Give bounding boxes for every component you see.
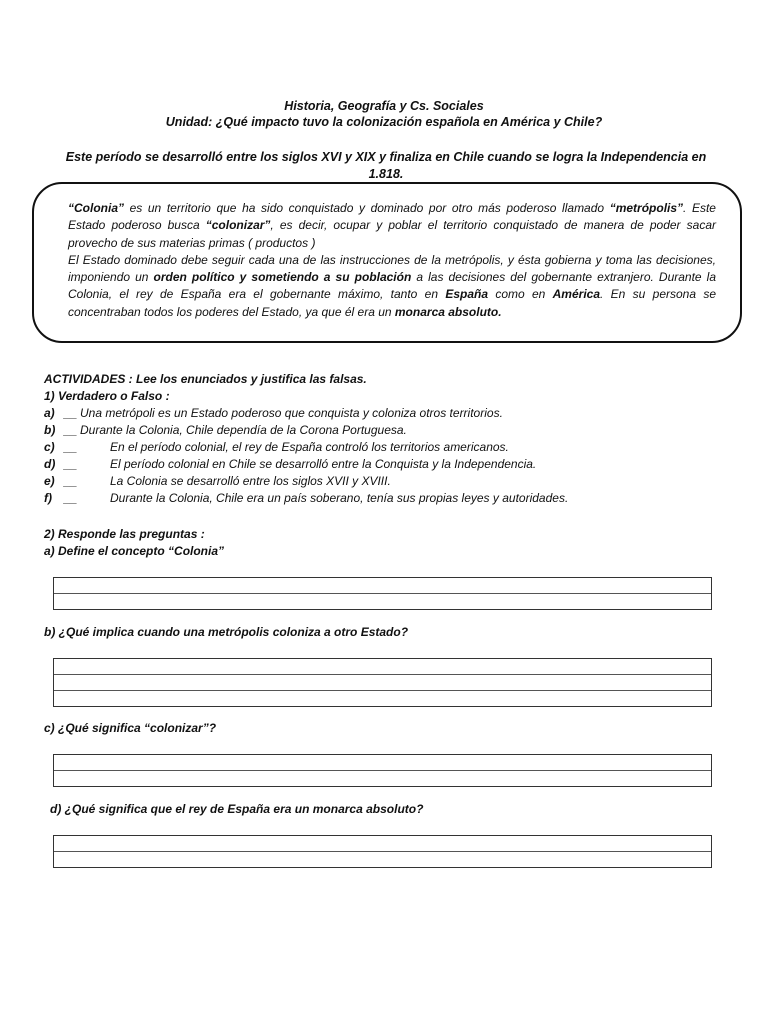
question-a: a) Define el concepto “Colonia” bbox=[44, 544, 225, 558]
text-span: es un territorio que ha sido conquistado y dominado por otro más poderoso llamado bbox=[124, 201, 610, 215]
tf-item-b bbox=[44, 423, 407, 437]
item-label: b) bbox=[44, 423, 56, 437]
tf-item-e bbox=[44, 474, 391, 488]
item-text: En el período colonial, el rey de España controló los territorios americanos. bbox=[110, 440, 509, 454]
item-text: La Colonia se desarrolló entre los siglos XVII y XVIII. bbox=[110, 474, 391, 488]
text-span: como en bbox=[488, 287, 553, 302]
item-label: a) bbox=[44, 406, 55, 420]
text-span: , es decir, ocupar y poblar el territorio conquistado de manera de poder sacar provecho de sus materias primas ( productos ) bbox=[68, 218, 716, 250]
term-colonia: “Colonia” bbox=[68, 201, 124, 215]
tf-item-c bbox=[44, 440, 509, 454]
item-label: c) bbox=[44, 440, 55, 454]
item-text: Durante la Colonia, Chile era un país soberano, tenía sus propias leyes y autoridades. bbox=[110, 491, 569, 505]
answer-lines-c[interactable] bbox=[53, 754, 712, 787]
item-text: Una metrópoli es un Estado poderoso que conquista y coloniza otros territorios. bbox=[80, 406, 503, 420]
definition-text bbox=[68, 200, 716, 321]
answer-blank[interactable]: __ bbox=[64, 423, 78, 437]
tf-item-a bbox=[44, 406, 503, 420]
tf-item-f bbox=[44, 491, 568, 505]
text-span: . Este Estado poderoso busca bbox=[68, 201, 716, 233]
term-monarca-absoluto: monarca absoluto. bbox=[394, 304, 502, 319]
term-orden-politico: orden político y sometiendo a su población bbox=[153, 270, 412, 285]
answer-blank[interactable]: __ bbox=[64, 491, 78, 505]
item-text: Durante la Colonia, Chile dependía de la Corona Portuguesa. bbox=[80, 423, 407, 437]
term-colonizar: “colonizar” bbox=[205, 218, 271, 233]
answer-blank[interactable]: __ bbox=[64, 457, 78, 471]
answer-lines-d[interactable] bbox=[53, 835, 712, 868]
item-label: e) bbox=[44, 474, 55, 488]
term-metropolis: “metrópolis” bbox=[609, 201, 684, 215]
question-d: d) ¿Qué significa que el rey de España era un monarca absoluto? bbox=[50, 802, 424, 816]
item-label: f) bbox=[44, 491, 52, 505]
activities-heading: ACTIVIDADES : Lee los enunciados y justifica las falsas. bbox=[44, 372, 367, 386]
part1-heading: 1) Verdadero o Falso : bbox=[44, 389, 170, 403]
intro-text: Este período se desarrolló entre los siglos XVI y XIX y finaliza en Chile cuando se logra la Independencia en 1.818. bbox=[65, 150, 707, 181]
answer-blank[interactable]: __ bbox=[64, 406, 78, 420]
subject-title: Historia, Geografía y Cs. Sociales bbox=[284, 99, 484, 113]
answer-lines-a[interactable] bbox=[53, 577, 712, 610]
part2-heading: 2) Responde las preguntas : bbox=[44, 527, 205, 541]
item-text: El período colonial en Chile se desarrolló entre la Conquista y la Independencia. bbox=[110, 457, 537, 471]
answer-lines-b[interactable] bbox=[53, 658, 712, 707]
definition-paragraph-2 bbox=[68, 252, 716, 321]
term-america: América bbox=[552, 287, 601, 302]
item-label: d) bbox=[44, 457, 56, 471]
text-span: El Estado dominado debe seguir cada una de las instrucciones de la metrópolis, y ésta gobierna y toma las decisiones, imponiendo un bbox=[68, 252, 716, 285]
unit-title: Unidad: ¿Qué impacto tuvo la colonización española en América y Chile? bbox=[165, 115, 603, 129]
answer-blank[interactable]: __ bbox=[64, 474, 78, 488]
tf-item-d bbox=[44, 457, 536, 471]
term-espana: España bbox=[445, 287, 488, 302]
question-c: c) ¿Qué significa “colonizar”? bbox=[44, 721, 217, 735]
question-b: b) ¿Qué implica cuando una metrópolis coloniza a otro Estado? bbox=[44, 625, 409, 639]
answer-blank[interactable]: __ bbox=[64, 440, 78, 454]
definition-paragraph-1 bbox=[68, 200, 716, 252]
text-span: . En su persona se concentraban todos los poderes del Estado, ya que él era un bbox=[68, 287, 716, 319]
text-span: a las decisiones del gobernante extranjero. Durante la Colonia, el rey de España era el gobernante máximo, tanto en bbox=[68, 270, 717, 302]
